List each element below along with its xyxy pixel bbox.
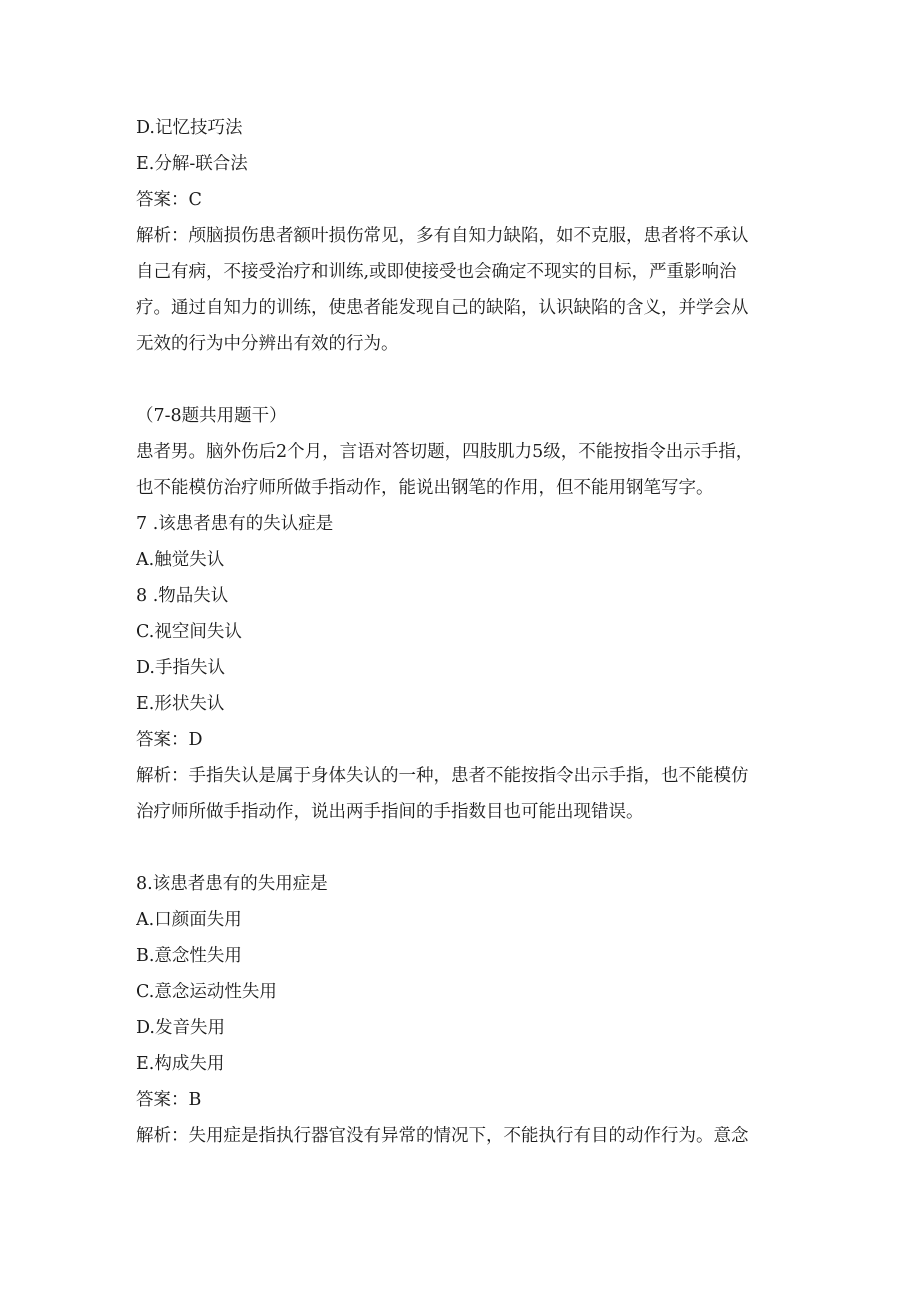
answer-line: 答案：B: [136, 1090, 202, 1110]
option-item: C.视空间失认: [136, 622, 242, 642]
option-e: E.分解-联合法: [136, 154, 248, 174]
analysis-line: 自己有病，不接受治疗和训练,或即使接受也会确定不现实的目标，严重影响治: [136, 262, 737, 282]
option-item: B.意念性失用: [136, 946, 242, 966]
paragraph-gap: [136, 830, 796, 866]
paragraph-gap: [136, 362, 796, 398]
option-d: D.记忆技巧法: [136, 118, 243, 138]
document-page: [136, 110, 796, 1154]
analysis-line: 治疗师所做手指动作，说出两手指间的手指数目也可能出现错误。: [136, 802, 644, 822]
shared-stem-text: 也不能模仿治疗师所做手指动作，能说出钢笔的作用，但不能用钢笔写字。: [136, 478, 714, 498]
shared-stem-text: 患者男。脑外伤后2个月，言语对答切题，四肢肌力5级，不能按指令出示手指，: [136, 442, 754, 462]
shared-stem-label: （7-8题共用题干）: [136, 406, 287, 426]
option-item: 8 .物品失认: [136, 586, 229, 606]
answer-line: 答案：D: [136, 730, 203, 750]
option-item: C.意念运动性失用: [136, 982, 277, 1002]
analysis-line: 疗。通过自知力的训练，使患者能发现自己的缺陷，认识缺陷的含义，并学会从: [136, 298, 749, 318]
analysis-line: 解析：失用症是指执行器官没有异常的情况下，不能执行有目的动作行为。意念: [136, 1126, 749, 1146]
analysis-line: 解析：颅脑损伤患者额叶损伤常见，多有自知力缺陷，如不克服，患者将不承认: [136, 226, 749, 246]
option-item: E.构成失用: [136, 1054, 225, 1074]
option-item: A.触觉失认: [136, 550, 225, 570]
option-item: D.发音失用: [136, 1018, 225, 1038]
answer-line: 答案：C: [136, 190, 202, 210]
analysis-line: 无效的行为中分辨出有效的行为。: [136, 334, 399, 354]
question-7: 7 .该患者患有的失认症是: [136, 514, 334, 534]
option-item: A.口颜面失用: [136, 910, 242, 930]
question-8: 8.该患者患有的失用症是: [136, 874, 328, 894]
analysis-line: 解析：手指失认是属于身体失认的一种，患者不能按指令出示手指，也不能模仿: [136, 766, 749, 786]
option-item: D.手指失认: [136, 658, 225, 678]
option-item: E.形状失认: [136, 694, 225, 714]
